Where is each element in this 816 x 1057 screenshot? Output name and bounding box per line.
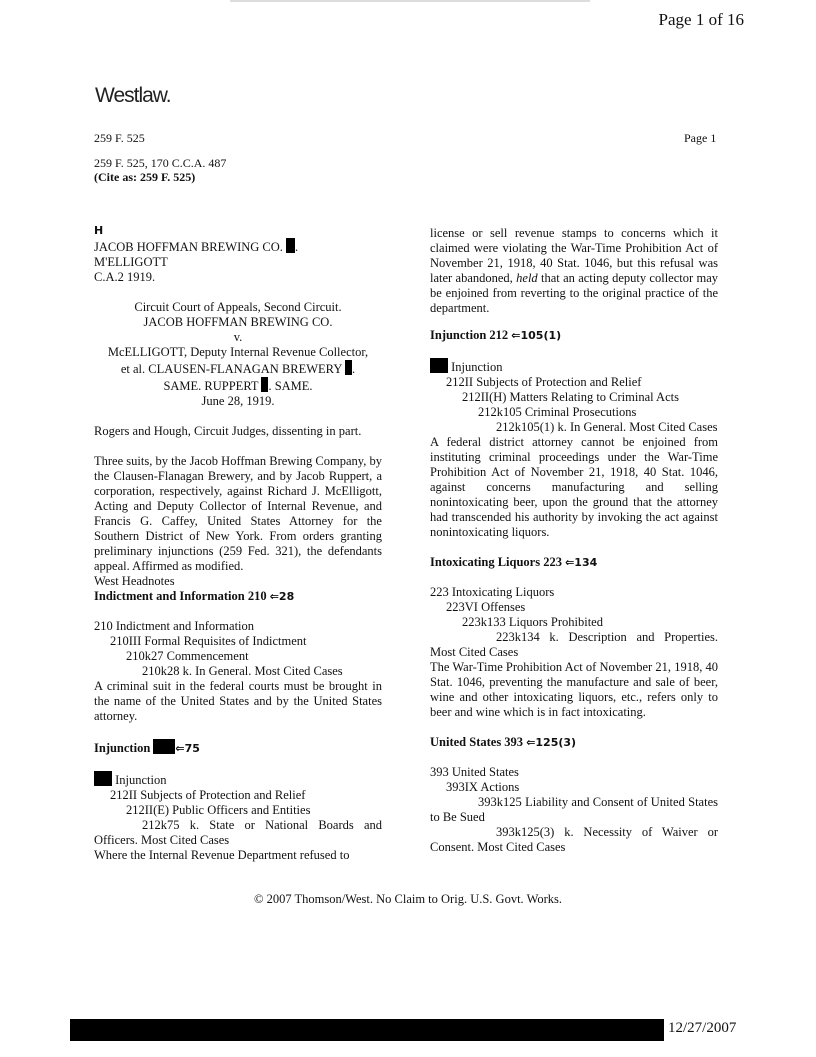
redaction-bar (70, 1019, 664, 1041)
west-headnotes-label: West Headnotes (94, 574, 175, 588)
key-number-icon: ⇐105(1) (511, 329, 562, 342)
key-number-icon: ⇐28 (269, 590, 295, 603)
history-flag-icon: H (94, 224, 104, 237)
topic-line: 210k27 Commencement (126, 649, 249, 663)
party-line: McELLIGOTT, Deputy Internal Revenue Collector, (107, 345, 369, 359)
headnote-text: A criminal suit in the federal courts must be brought in the name of the United States and by the United States attorney. (94, 679, 382, 723)
topic-line: 393k125(3) k. Necessity of Waiver or Consent. Most Cited Cases (430, 825, 718, 854)
redaction-box (153, 739, 175, 754)
westlaw-logo: Westlaw. (95, 84, 171, 107)
top-rule (230, 0, 590, 2)
cite-as: (Cite as: 259 F. 525) (94, 170, 196, 184)
redaction-box (345, 360, 352, 375)
citation: 259 F. 525 (94, 131, 145, 145)
caption-line: JACOB HOFFMAN BREWING CO. . (94, 240, 299, 254)
topic-line: 212II Subjects of Protection and Relief (446, 375, 642, 389)
headnote-title: Injunction ⇐75 (94, 741, 200, 755)
topic-line: Injunction (94, 771, 382, 788)
party-line: JACOB HOFFMAN BREWING CO. (143, 315, 333, 329)
headnote-text: A federal district attorney cannot be enjoined from instituting criminal proceedings under the War-Time Prohibition Act of November 21, 1918, 40 Stat. 1046, against concerns manufacturing and selling nonintoxicating beer, upon the ground that the attorney had transcended his authority by invoking the act against nonintoxicating liquors. (430, 435, 718, 539)
topic-line: 210III Formal Requisites of Indictment (110, 634, 307, 648)
headnote-text: license or sell revenue stamps to concerns which it claimed were violating the War-Time Prohibition Act of November 21, 1918, 40 Stat. 1046, but this refusal was later abandoned, held that an acting deputy collector may be enjoined from reverting to the original practice of the department. (430, 226, 718, 315)
topic-line: 223VI Offenses (446, 600, 526, 614)
headnote-title: Indictment and Information 210 ⇐28 (94, 589, 295, 603)
redaction-box (430, 358, 448, 373)
judges-note: Rogers and Hough, Circuit Judges, dissenting in part. (94, 424, 362, 438)
left-column (94, 223, 382, 863)
headnote-text: Where the Internal Revenue Department refused to (94, 848, 350, 862)
synopsis: Three suits, by the Jacob Hoffman Brewing Company, by the Clausen-Flanagan Brewery, and by Jacob Ruppert, a corporation, respectively, against Richard J. McElligott, Acting and Deputy Collector of Internal Revenue, and Francis G. Caffey, United States Attorney for the Southern District of New York. From orders granting preliminary injunctions (259 Fed. 321), the defendants appeal. Affirmed as modified. (94, 454, 382, 573)
headnote-text: The War-Time Prohibition Act of November 21, 1918, 40 Stat. 1046, preventing the manufacture and sale of beer, wine and other intoxicating liquors, etc., refers only to beer and wine which is in fact intoxicating. (430, 660, 718, 719)
print-date: 12/27/2007 (668, 1020, 737, 1036)
key-number-icon: ⇐75 (175, 742, 200, 755)
decision-date: June 28, 1919. (201, 394, 275, 408)
headnote-title: Injunction 212 ⇐105(1) (430, 328, 562, 342)
party-line: et al. CLAUSEN-FLANAGAN BREWERY . (120, 362, 356, 376)
topic-line: 210k28 k. In General. Most Cited Cases (142, 664, 343, 678)
topic-line: 223k133 Liquors Prohibited (462, 615, 603, 629)
caption-line: C.A.2 1919. (94, 270, 156, 284)
topic-line: 212II Subjects of Protection and Relief (110, 788, 306, 802)
topic-line: 212k105 Criminal Prosecutions (478, 405, 637, 419)
topic-line: 393 United States (430, 765, 519, 779)
redaction-box (286, 238, 295, 253)
headnote-title: United States 393 ⇐125(3) (430, 735, 577, 749)
topic-line: 212k75 k. State or National Boards and Officers. Most Cited Cases (94, 818, 382, 847)
topic-line: Injunction (430, 358, 718, 375)
topic-line: 393k125 Liability and Consent of United States to Be Sued (430, 795, 718, 824)
page-label: Page 1 (684, 131, 717, 145)
key-number-icon: ⇐125(3) (526, 736, 577, 749)
topic-line: 212k105(1) k. In General. Most Cited Cases (496, 420, 718, 434)
topic-line: 212II(E) Public Officers and Entities (126, 803, 311, 817)
topic-line: 210 Indictment and Information (94, 619, 255, 633)
versus: v. (233, 330, 243, 344)
caption-line: M'ELLIGOTT (94, 255, 168, 269)
key-number-icon: ⇐134 (565, 556, 598, 569)
party-line: SAME. RUPPERT . SAME. (163, 379, 313, 393)
topic-line: 393IX Actions (446, 780, 520, 794)
copyright-footer: © 2007 Thomson/West. No Claim to Orig. U.S. Govt. Works. (253, 892, 563, 906)
topic-line: 223k134 k. Description and Properties. Most Cited Cases (430, 630, 718, 659)
topic-line: 212II(H) Matters Relating to Criminal Acts (462, 390, 679, 404)
right-column (430, 226, 718, 855)
cite-block (94, 156, 226, 184)
headnote-title: Intoxicating Liquors 223 ⇐134 (430, 555, 598, 569)
topic-line: 223 Intoxicating Liquors (430, 585, 555, 599)
parallel-citation: 259 F. 525, 170 C.C.A. 487 (94, 156, 227, 170)
redaction-box (94, 771, 112, 786)
page-count: Page 1 of 16 (658, 10, 744, 29)
court-name: Circuit Court of Appeals, Second Circuit. (134, 300, 342, 314)
